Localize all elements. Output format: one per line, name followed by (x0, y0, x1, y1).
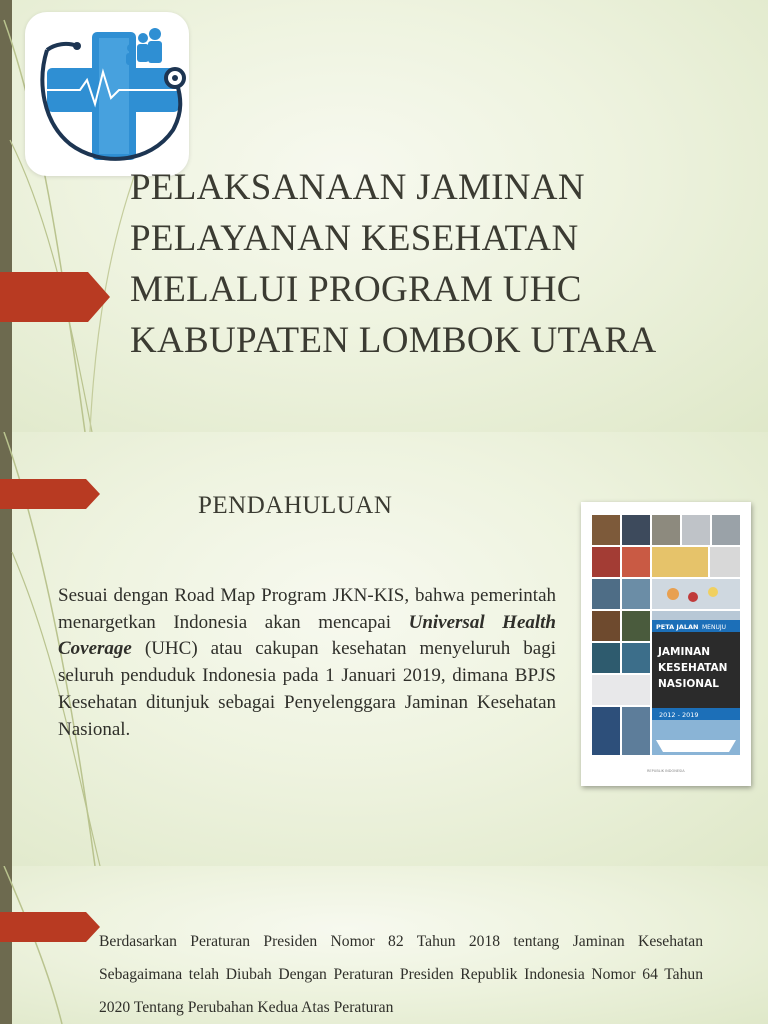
health-logo (25, 12, 189, 176)
title-line: PELAKSANAAN JAMINAN (130, 167, 585, 208)
book-cover-image (581, 502, 751, 786)
slide-side-bar (0, 0, 12, 432)
book-title-line: NASIONAL (658, 678, 719, 690)
slide-title (130, 162, 750, 366)
intro-text: (UHC) atau cakupan kesehatan menyeluruh bagi seluruh penduduk Indonesia pada 1 Januari 2019, dimana BPJS Kesehatan ditunjuk sebagai Penyelenggara Jaminan Kesehatan Nasional. (58, 638, 556, 740)
book-title-line: JAMINAN (658, 646, 711, 658)
accent-arrow-tab (0, 272, 110, 322)
title-slide (0, 0, 768, 432)
roadmap-book-cover (581, 502, 751, 786)
book-years: 2012 - 2019 (659, 711, 699, 719)
book-title-line: KESEHATAN (658, 662, 728, 674)
regulation-paragraph: Berdasarkan Peraturan Presiden Nomor 82 Tahun 2018 tentang Jaminan Kesehatan Sebagaimana telah Diubah Dengan Peraturan Presiden Republik Indonesia Nomor 64 Tahun 2020 Tentang Perubahan Kedua Atas Peraturan (99, 933, 703, 1016)
accent-arrow-tab (0, 912, 100, 942)
book-publisher: REPUBLIK INDONESIA (647, 769, 685, 773)
intro-paragraph (58, 583, 556, 743)
slide-side-bar (0, 866, 12, 1024)
book-banner-suffix: MENUJU (702, 624, 727, 631)
intro-emphasis: Universal Health Coverage (58, 611, 557, 660)
title-line: KABUPATEN LOMBOK UTARA (130, 320, 657, 361)
section-heading: PENDAHULUAN (198, 492, 393, 519)
title-line: MELALUI PROGRAM UHC (130, 269, 582, 310)
book-banner-text: PETA JALAN (656, 623, 699, 631)
accent-arrow-tab (0, 479, 100, 509)
intro-text: Sesuai dengan Road Map Program JKN-KIS, bahwa pemerintah menargetkan Indonesia akan mencapai (58, 585, 556, 633)
title-line: PELAYANAN KESEHATAN (130, 218, 579, 259)
health-cross-stethoscope-family-icon (25, 12, 189, 176)
